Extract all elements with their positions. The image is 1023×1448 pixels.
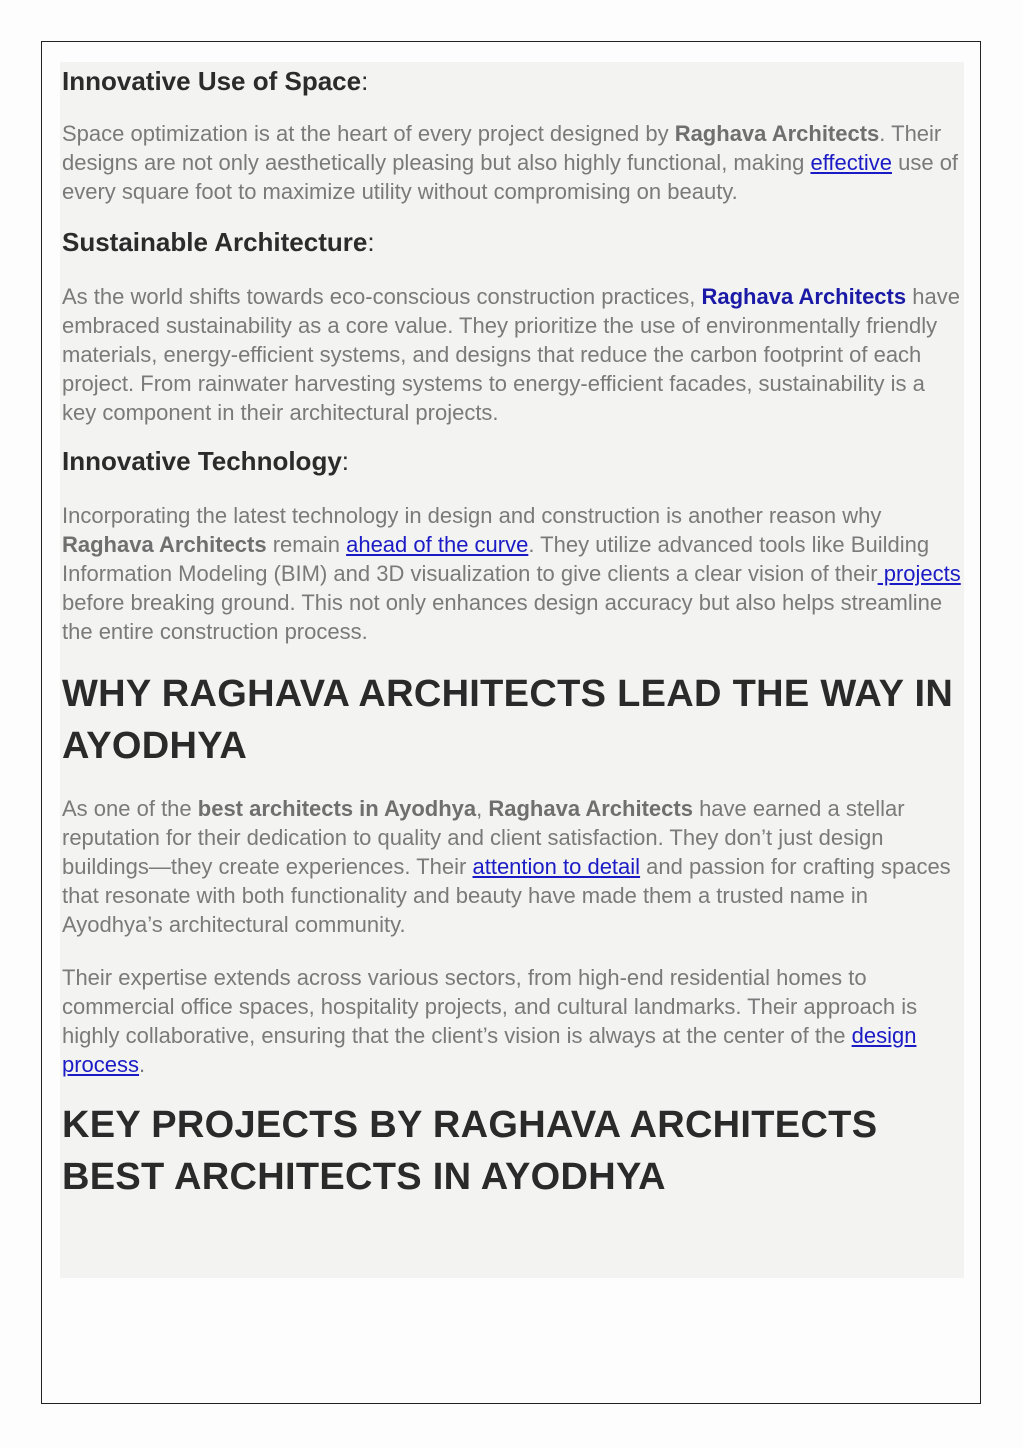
- link-projects[interactable]: projects: [877, 561, 961, 586]
- link-design-process[interactable]: design process: [62, 1023, 917, 1077]
- link-effective[interactable]: effective: [810, 150, 892, 175]
- brand-name: Raghava Architects: [674, 121, 880, 146]
- brand-name: Raghava Architects: [488, 796, 693, 821]
- heading-innovative-use-of-space: Innovative Use of Space:: [62, 66, 369, 96]
- paragraph-why-1: As one of the best architects in Ayodhya, Raghava Architects have earned a stellar reputation for their dedication to quality and client satisfaction. They don’t just design buildings—they create experiences. Their attention to detail and passion for crafting spaces that resonate with both functionality and beauty have made them a trusted name in Ayodhya’s architectural community.: [62, 796, 951, 937]
- paragraph-why-2: Their expertise extends across various sectors, from high-end residential homes to commercial office spaces, hospitality projects, and cultural landmarks. Their approach is highly collaborative, ensuring that the client’s vision is always at the center of the design process.: [62, 965, 918, 1077]
- link-ahead-of-the-curve[interactable]: ahead of the curve: [346, 532, 529, 557]
- heading-why-raghava-architects: WHY RAGHAVA ARCHITECTS LEAD THE WAY IN AYODHYA: [62, 673, 954, 767]
- keyword-best-architects: best architects in Ayodhya: [197, 796, 477, 821]
- article-content: [60, 62, 964, 1278]
- paragraph-space: Space optimization is at the heart of every project designed by Raghava Architects. Their designs are not only aesthetically pleasing but also highly functional, making effective use of every square foot to maximize utility without compromising on beauty.: [62, 121, 959, 204]
- heading-innovative-technology: Innovative Technology:: [62, 446, 350, 476]
- paragraph-technology: Incorporating the latest technology in design and construction is another reason why Raghava Architects remain ahead of the curve. They utilize advanced tools like Building Information Modeling (BIM) and 3D visualization to give clients a clear vision of their projects before breaking ground. This not only enhances design accuracy but also helps streamline the entire construction process.: [62, 503, 961, 644]
- heading-sustainable-architecture: Sustainable Architecture:: [62, 227, 375, 257]
- link-attention-to-detail[interactable]: attention to detail: [472, 854, 641, 879]
- paragraph-sustainable: As the world shifts towards eco-conscious construction practices, Raghava Architects have embraced sustainability as a core value. They prioritize the use of environmentally friendly materials, energy-efficient systems, and designs that reduce the carbon footprint of each project. From rainwater harvesting systems to energy-efficient facades, sustainability is a key component in their architectural projects.: [62, 284, 960, 425]
- heading-key-projects: KEY PROJECTS BY RAGHAVA ARCHITECTS BEST ARCHITECTS IN AYODHYA: [62, 1104, 878, 1198]
- brand-name: Raghava Architects: [62, 532, 267, 557]
- brand-name-highlight: Raghava Architects: [701, 284, 907, 309]
